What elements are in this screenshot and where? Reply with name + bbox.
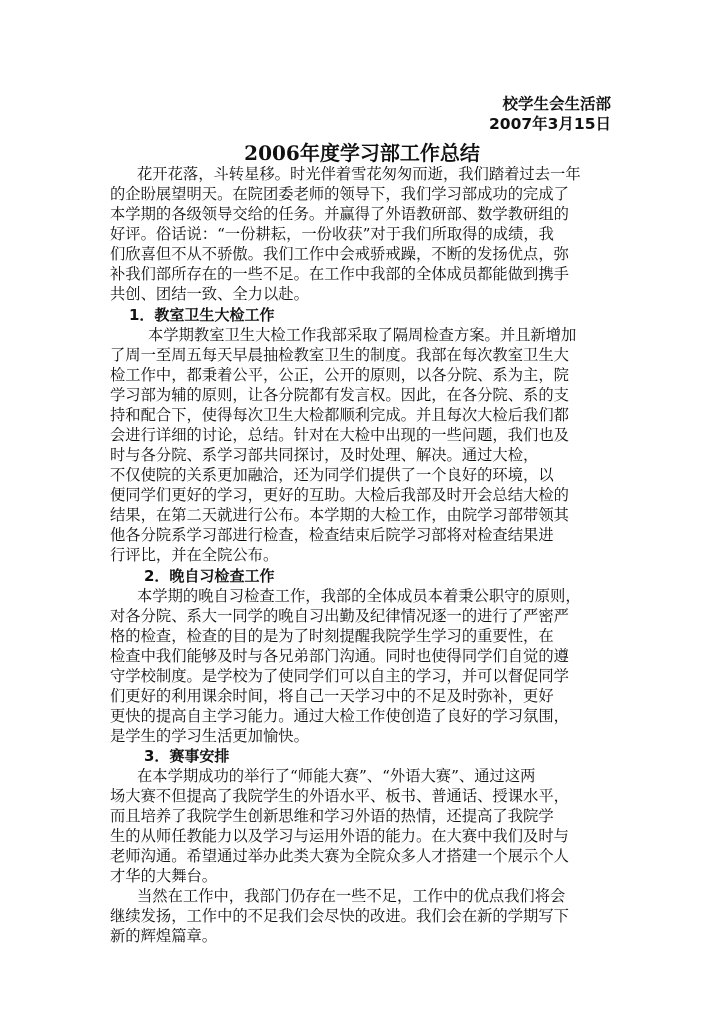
intro-line: 好评。俗话说：“一份耕耘，一份收获”对于我们所取得的成绩，我 [110, 225, 554, 243]
section-2-line: 们更好的利用课余时间，将自己一天学习中的不足及时弥补，更好 [110, 687, 554, 705]
section-2-line: 本学期的晚自习检查工作，我部的全体成员本着秉公职守的原则， [137, 587, 581, 605]
section-heading-3: 3．赛事安排 [144, 747, 230, 765]
section-3-line: 而且培养了我院学生创新思维和学习外语的热情，还提高了我院学 [110, 807, 554, 825]
section-2-line: 格的检查，检查的目的是为了时刻提醒我院学生学习的重要性，在 [110, 627, 554, 645]
intro-line: 的企盼展望明天。在院团委老师的领导下，我们学习部成功的完成了 [110, 185, 569, 203]
section-2-line: 是学生的学习生活更加愉快。 [110, 727, 309, 745]
section-heading-2: 2．晚自习检查工作 [144, 567, 275, 585]
intro-line: 本学期的各级领导交给的任务。并赢得了外语教研部、数学教研组的 [110, 205, 569, 223]
closing-line: 当然在工作中，我部门仍存在一些不足，工作中的优点我们将会 [137, 887, 566, 905]
section-3-line: 生的从师任教能力以及学习与运用外语的能力。在大赛中我们及时与 [110, 827, 569, 845]
section-1-line: 学习部为辅的原则，让各分院都有发言权。因此，在各分院、系的支 [110, 386, 569, 404]
closing-line: 新的辉煌篇章。 [110, 927, 218, 945]
organization-name: 校学生会生活部 [502, 95, 611, 113]
section-heading-1: 1．教室卫生大检工作 [129, 306, 275, 324]
section-2-line: 更快的提高自主学习能力。通过大检工作使创造了良好的学习氛围， [110, 707, 569, 725]
section-1-line: 时与各分院、系学习部共同探讨，及时处理、解决。通过大检， [110, 446, 539, 464]
document-title: 2006年度学习部工作总结 [244, 141, 480, 165]
intro-line: 们欣喜但不从不骄傲。我们工作中会戒骄戒躁，不断的发扬优点，弥 [110, 245, 569, 263]
section-1-line: 检工作中，都秉着公平，公正，公开的原则，以各分院、系为主，院 [110, 366, 569, 384]
section-1-line: 结果，在第二天就进行公布。本学期的大检工作，由院学习部带领其 [110, 506, 569, 524]
section-2-line: 检查中我们能够及时与各兄弟部门沟通。同时也使得同学们自觉的遵 [110, 647, 569, 665]
section-3-line: 在本学期成功的举行了“师能大赛”、“外语大赛”、通过这两 [137, 767, 536, 785]
section-1-line: 了周一至周五每天早晨抽检教室卫生的制度。我部在每次教室卫生大 [110, 346, 569, 364]
intro-line: 共创、团结一致、全力以赴。 [110, 285, 309, 303]
section-3-line: 才华的大舞台。 [110, 867, 218, 885]
section-1-line: 本学期教室卫生大检工作我部采取了隔周检查方案。并且新增加 [148, 326, 577, 344]
section-1-line: 行评比，并在全院公布。 [110, 546, 279, 564]
section-1-line: 持和配合下，使得每次卫生大检都顺利完成。并且每次大检后我们都 [110, 406, 569, 424]
document-date: 2007年3月15日 [489, 115, 611, 133]
intro-line: 花开花落，斗转星移。时光伴着雪花匆匆而逝，我们踏着过去一年 [137, 165, 581, 183]
section-1-line: 不仅使院的关系更加融洽，还为同学们提供了一个良好的环境，以 [110, 466, 554, 484]
section-1-line: 会进行详细的讨论，总结。针对在大检中出现的一些问题，我们也及 [110, 426, 569, 444]
intro-line: 补我们部所存在的一些不足。在工作中我部的全体成员都能做到携手 [110, 265, 569, 283]
section-1-line: 便同学们更好的学习，更好的互助。大检后我部及时开会总结大检的 [110, 486, 569, 504]
section-3-line: 场大赛不但提高了我院学生的外语水平、板书、普通话、授课水平， [110, 787, 569, 805]
section-1-line: 他各分院系学习部进行检查，检查结束后院学习部将对检查结果进 [110, 526, 554, 544]
closing-line: 继续发扬，工作中的不足我们会尽快的改进。我们会在新的学期写下 [110, 907, 569, 925]
section-2-line: 对各分院、系大一同学的晚自习出勤及纪律情况逐一的进行了严密严 [110, 607, 569, 625]
section-2-line: 守学校制度。是学校为了使同学们可以自主的学习，并可以督促同学 [110, 667, 569, 685]
section-3-line: 老师沟通。希望通过举办此类大赛为全院众多人才搭建一个展示个人 [110, 847, 569, 865]
